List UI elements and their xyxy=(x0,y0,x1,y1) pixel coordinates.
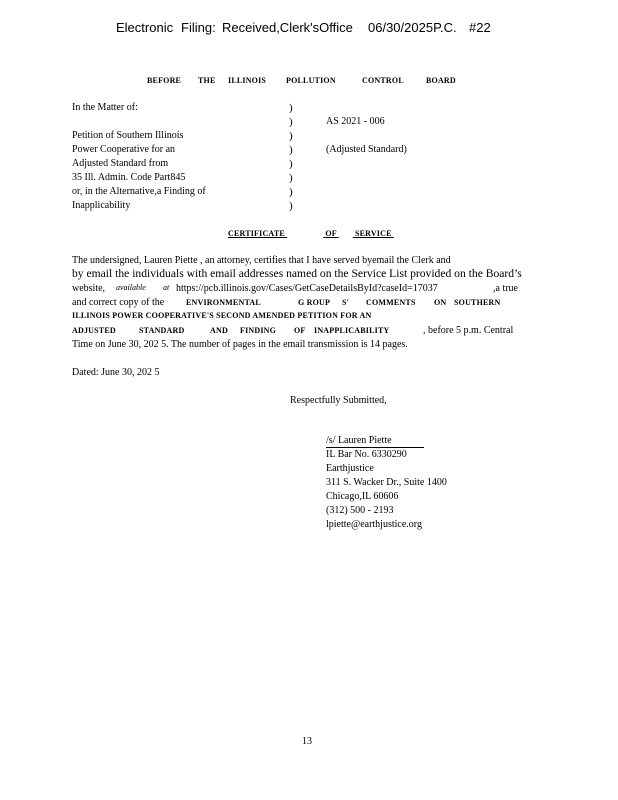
caption-paren: ) xyxy=(289,116,293,128)
caption-line: Power Cooperative for an xyxy=(72,144,176,155)
body-line-6-caps: ADJUSTED xyxy=(72,326,116,335)
certificate-title-word: SERVICE xyxy=(354,229,392,238)
body-line-4-start: and correct copy of the xyxy=(72,297,165,308)
header-filing: Filing: xyxy=(181,20,216,35)
caption-line: or, in the Alternative,a Finding of xyxy=(72,186,206,197)
body-line-3-start: website, xyxy=(72,283,106,294)
closing: Respectfully Submitted, xyxy=(290,395,387,406)
header-received: Received,Clerk'sOffice xyxy=(222,20,353,35)
dated-line: Dated: June 30, 202 5 xyxy=(72,367,160,378)
body-line-6-caps: OF xyxy=(294,326,306,335)
case-number: AS 2021 - 006 xyxy=(326,116,385,127)
caption-line: Inapplicability xyxy=(72,200,131,211)
certificate-title-word: OF xyxy=(325,229,337,238)
body-line-4-caps: S' xyxy=(342,298,350,307)
caption-paren: ) xyxy=(289,102,293,114)
body-line-5-caps: ILLINOIS POWER COOPERATIVE'S SECOND AMENDED PETITION FOR AN xyxy=(72,311,372,320)
body-line-4-caps: COMMENTS xyxy=(366,298,416,307)
body-line-4-caps: ON xyxy=(434,298,447,307)
caption-paren: ) xyxy=(289,200,293,212)
caption-paren: ) xyxy=(289,158,293,170)
caption-line: In the Matter of: xyxy=(72,102,138,113)
signature-org: Earthjustice xyxy=(326,463,374,474)
signature-city: Chicago,IL 60606 xyxy=(326,491,399,502)
body-line-3-url[interactable]: https://pcb.illinois.gov/Cases/GetCaseDetailsById?caseId=17037 xyxy=(176,283,438,294)
board-title-word: CONTROL xyxy=(362,76,404,85)
board-title-word: BEFORE xyxy=(147,76,182,85)
body-line-6-end: , before 5 p.m. Central xyxy=(423,325,514,336)
caption-paren: ) xyxy=(289,144,293,156)
board-title-word: THE xyxy=(198,76,216,85)
board-title-word: BOARD xyxy=(426,76,456,85)
body-line-4-caps: ENVIRONMENTAL xyxy=(186,298,261,307)
signature-email[interactable]: lpiette@earthjustice.org xyxy=(326,519,422,530)
header-electronic: Electronic xyxy=(116,20,174,35)
board-title-word: POLLUTION xyxy=(286,76,336,85)
signature-address: 311 S. Wacker Dr., Suite 1400 xyxy=(326,477,447,488)
caption-line: Adjusted Standard from xyxy=(72,158,169,169)
signature-line: /s/ Lauren Piette xyxy=(326,435,424,448)
body-line-3-at: at xyxy=(163,283,170,292)
header-date: 06/30/2025P.C. xyxy=(368,20,457,35)
certificate-title-word: CERTIFICATE xyxy=(228,229,285,238)
body-line-4-caps: G ROUP xyxy=(298,298,331,307)
caption-paren: ) xyxy=(289,172,293,184)
caption-paren: ) xyxy=(289,186,293,198)
body-line-6-caps: AND xyxy=(210,326,228,335)
header-number: #22 xyxy=(469,20,491,35)
caption-line: Petition of Southern Illinois xyxy=(72,130,184,141)
body-line-6-caps: FINDING xyxy=(240,326,277,335)
body-line-6-caps: INAPPLICABILITY xyxy=(314,326,390,335)
page-number: 13 xyxy=(302,736,312,747)
body-line-1: The undersigned, Lauren Piette , an attorney, certifies that I have served byemail the Clerk and xyxy=(72,255,451,266)
body-line-7: Time on June 30, 202 5. The number of pages in the email transmission is 14 pages. xyxy=(72,339,408,350)
caption-paren: ) xyxy=(289,130,293,142)
board-title-word: ILLINOIS xyxy=(228,76,267,85)
certificate-title xyxy=(228,229,390,238)
case-type: (Adjusted Standard) xyxy=(326,144,407,155)
body-line-2: by email the individuals with email addresses named on the Service List provided on the Board’s xyxy=(72,267,522,280)
body-line-6-caps: STANDARD xyxy=(139,326,185,335)
signature-phone: (312) 500 - 2193 xyxy=(326,505,394,516)
body-line-4-caps: SOUTHERN xyxy=(454,298,501,307)
signature-bar: IL Bar No. 6330290 xyxy=(326,449,407,460)
body-line-3-end: ,a true xyxy=(493,283,518,294)
body-line-3-available: available xyxy=(116,283,146,292)
caption-line: 35 Ill. Admin. Code Part845 xyxy=(72,172,186,183)
